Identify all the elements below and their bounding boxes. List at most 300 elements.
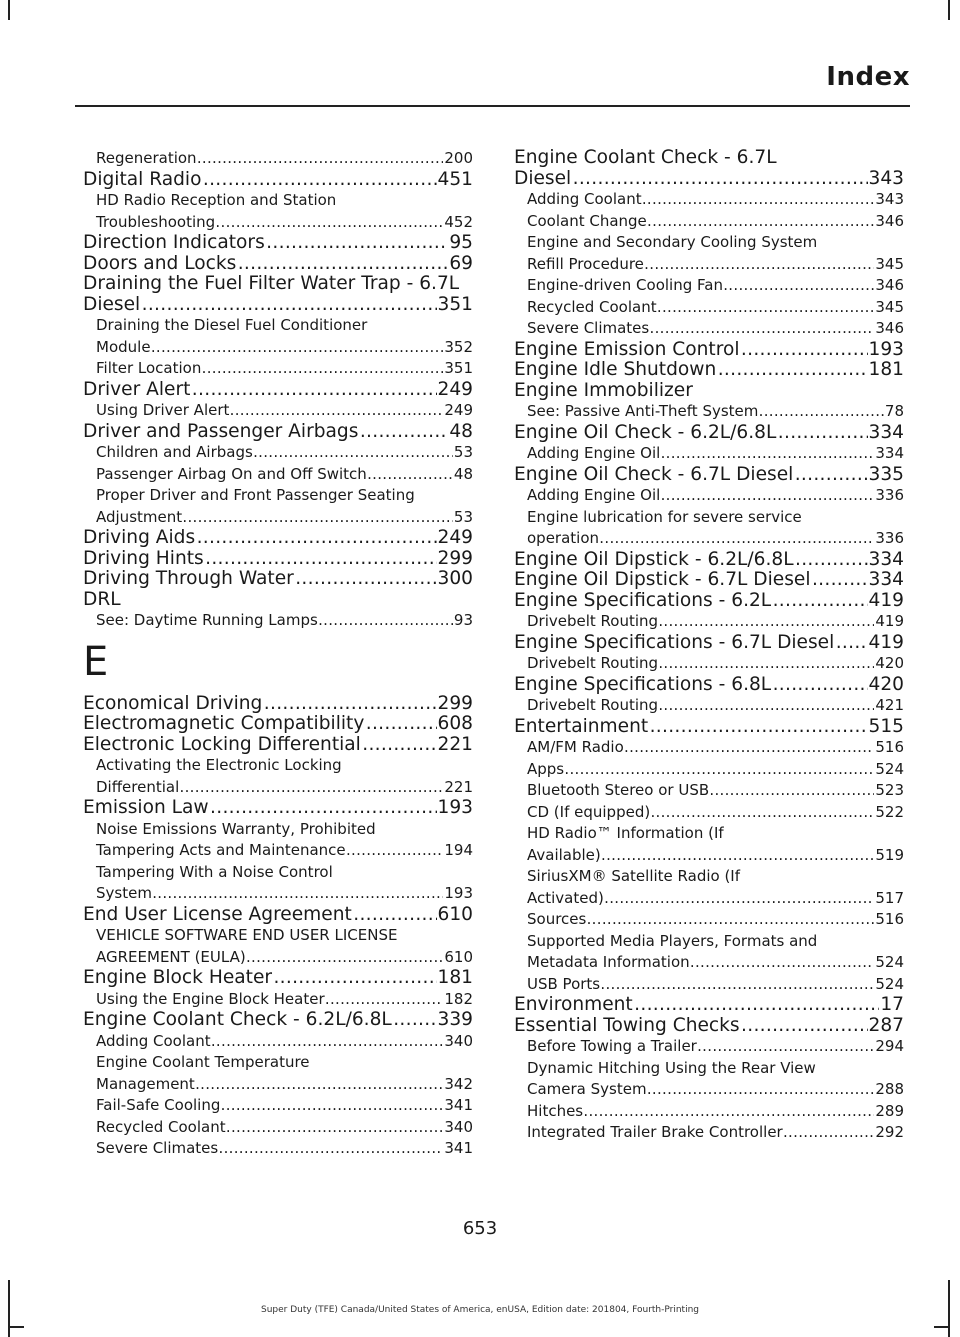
entry-page-number: 194 [444,841,473,859]
index-subentry [514,275,904,297]
index-entry [83,274,473,315]
entry-label: Electromagnetic Compatibility [83,713,365,734]
entry-label: Entertainment [514,715,649,737]
entry-page-number: 249 [437,378,473,400]
entry-label-first-line: Engine Coolant Temperature [96,1053,310,1071]
entry-page-number: 334 [868,548,904,570]
entry-label: Engine Specifications - 6.2L [514,589,772,611]
leader-dots [587,909,874,931]
leader-dots [202,358,443,380]
entry-continuation-row [96,947,473,969]
entry-label: Direction Indicators [83,232,265,253]
entry-page-number: 221 [444,777,473,796]
entry-label: Hitches [527,1101,584,1120]
entry-label: operation [527,529,600,547]
entry-page-number: 420 [868,673,904,695]
entry-label: Adding Coolant [96,1031,211,1050]
entry-label-first-line: Engine and Secondary Cooling System [527,233,818,251]
entry-page-number: 69 [449,252,473,274]
entry-label: Drivebelt Routing [527,612,659,630]
entry-page-number: 419 [868,631,904,653]
leader-dots [741,1016,868,1037]
entry-label: Recycled Coolant [96,1117,226,1136]
entry-page-number: 341 [444,1096,473,1114]
entry-label: Before Towing a Trailer [527,1037,697,1055]
leader-dots [650,318,874,340]
page-title: Index [826,62,910,92]
entry-page-number: 420 [875,654,904,672]
entry-continuation-row [83,293,473,316]
entry-page-number: 182 [444,989,473,1008]
index-subentry [83,442,473,464]
leader-dots [643,189,875,211]
entry-continuation-row [96,883,473,905]
entry-page-number: 345 [875,297,904,316]
entry-page-number: 522 [875,802,904,821]
entry-label: Engine Oil Dipstick - 6.7L Diesel [514,569,811,590]
entry-label: Digital Radio [83,168,202,190]
entry-page-number: 334 [875,444,904,462]
entry-label: Driving Aids [83,527,196,548]
leader-dots [237,254,448,275]
entry-page-number: 334 [868,569,904,590]
entry-label-first-line: Activating the Electronic Locking [96,756,342,774]
leader-dots [393,1010,437,1031]
entry-label: See: Passive Anti-Theft System [527,402,759,420]
entry-page-number: 53 [453,443,473,461]
entry-continuation-row [96,1074,473,1096]
leader-dots [273,968,436,989]
leader-dots [759,401,884,423]
leader-dots [717,360,867,381]
index-entry [514,148,904,189]
index-entry [514,717,904,738]
leader-dots [362,735,437,756]
entry-label: Fail-Safe Cooling [96,1096,221,1114]
entry-label: Drivebelt Routing [527,654,659,672]
index-entry [514,360,904,381]
section-letter: E [83,638,109,685]
entry-page-number: 288 [875,1080,904,1098]
index-subentry [514,780,904,802]
entry-label: Regeneration [96,149,197,167]
entry-label: Engine-driven Cooling Fan [527,276,723,294]
index-subentry [83,1095,473,1117]
index-entry [83,905,473,926]
entry-label: Electronic Locking Differential [83,733,361,755]
entry-page-number: 181 [437,967,473,988]
leader-dots [263,694,436,715]
entry-page-number: 608 [437,713,473,734]
entry-page-number: 48 [449,420,473,442]
leader-dots [359,422,448,443]
entry-continuation-row [527,952,904,974]
leader-dots [153,883,443,905]
entry-label: Apps [527,759,565,778]
index-subentry [514,297,904,319]
index-entry [514,570,904,591]
entry-page-number: 351 [437,293,473,315]
entry-page-number: 343 [875,190,904,208]
entry-page-number: 48 [453,464,473,483]
index-column-right [514,148,904,1144]
entry-page-number: 516 [875,738,904,756]
entry-page-number: 300 [437,568,473,589]
leader-dots [326,989,444,1011]
entry-label: Sources [527,910,587,928]
entry-label: Adding Coolant [527,190,642,208]
entry-page-number: 292 [875,1123,904,1141]
index-entry [514,1016,904,1037]
entry-page-number: 181 [868,359,904,380]
leader-dots [183,507,453,529]
index-subentry [514,866,904,909]
entry-label: Severe Climates [527,319,650,337]
entry-continuation-row [527,845,904,867]
entry-label: Doors and Locks [83,252,237,274]
leader-dots [772,675,867,696]
entry-page-number: 419 [868,589,904,611]
entry-page-number: 346 [875,319,904,337]
leader-dots [205,549,437,570]
leader-dots [625,737,875,759]
entry-page-number: 78 [884,402,904,420]
index-subentry [83,464,473,486]
index-subentry [514,823,904,866]
entry-page-number: 343 [868,167,904,189]
leader-dots [295,569,437,590]
entry-label-first-line: Proper Driver and Front Passenger Seating [96,486,415,504]
entry-page-number: 221 [437,733,473,755]
index-subentry [83,819,473,862]
entry-label: Driver and Passenger Airbags [83,420,359,442]
index-subentry [514,232,904,275]
index-subentry [514,1058,904,1101]
index-entry [83,569,473,590]
entry-page-number: 339 [437,1009,473,1030]
leader-dots [221,1095,443,1117]
index-entry [83,590,473,611]
entry-label: Passenger Airbag On and Off Switch [96,464,367,483]
leader-dots [601,974,874,996]
entry-label: Engine Oil Check - 6.2L/6.8L [514,421,777,443]
leader-dots [254,442,453,464]
entry-page-number: 419 [875,612,904,630]
index-subentry [83,755,473,798]
crop-mark-top-right-v [948,0,950,20]
index-subentry [514,611,904,633]
leader-dots [724,275,874,297]
leader-dots [227,1117,444,1139]
entry-label: AGREEMENT (EULA) [96,947,246,966]
index-subentry [83,1138,473,1160]
entry-page-number: 524 [875,953,904,971]
crop-mark-bottom-right-h [934,1326,950,1328]
entry-page-number: 334 [868,421,904,443]
entry-continuation-row [527,254,904,276]
index-entry [83,1010,473,1031]
entry-label: End User License Agreement [83,903,352,925]
leader-dots [565,759,874,781]
leader-dots [210,798,437,819]
entry-page-number: 610 [444,947,473,966]
entry-page-number: 193 [437,797,473,818]
index-entry [83,735,473,756]
entry-label: Camera System [527,1080,647,1098]
entry-label: Emission Law [83,797,209,818]
entry-label: AM/FM Radio [527,738,624,756]
entry-page-number: 516 [875,910,904,928]
index-subentry [514,211,904,233]
leader-dots [216,212,443,234]
index-entry [83,549,473,570]
index-subentry [83,862,473,905]
entry-label: Tampering Acts and Maintenance [96,841,346,859]
entry-label: Driving Hints [83,547,204,569]
index-subentry [514,695,904,717]
index-entry [83,380,473,401]
leader-dots [247,947,444,969]
entry-page-number: 17 [880,994,904,1015]
entry-label: Recycled Coolant [527,297,657,316]
leader-dots [191,380,436,401]
entry-label: Drivebelt Routing [527,696,659,714]
entry-continuation-row [96,212,473,234]
index-subentry [514,909,904,931]
leader-dots [180,777,443,799]
entry-page-number: 524 [875,974,904,993]
entry-page-number: 519 [875,845,904,864]
entry-page-number: 335 [868,463,904,485]
entry-page-number: 299 [437,547,473,569]
leader-dots [648,1079,875,1101]
index-subentry [83,925,473,968]
leader-dots [691,952,875,974]
entry-label: Adjustment [96,507,183,526]
entry-label: Economical Driving [83,692,263,714]
entry-page-number: 421 [875,696,904,714]
entry-continuation-row [96,337,473,359]
leader-dots [152,337,444,359]
entry-label-first-line: Engine Coolant Check - 6.7L [514,147,777,168]
entry-label-first-line: Draining the Fuel Filter Water Trap - 6.7L [83,273,460,294]
entry-page-number: 351 [444,359,473,377]
leader-dots [196,528,436,549]
index-subentry [514,653,904,675]
entry-continuation-row [514,167,904,190]
entry-label: Engine Specifications - 6.7L Diesel [514,631,835,653]
entry-label: Coolant Change [527,211,647,230]
entry-page-number: 346 [875,276,904,294]
entry-page-number: 299 [437,692,473,714]
entry-label: Engine Oil Dipstick - 6.2L/6.8L [514,548,794,570]
entry-label-first-line: Tampering With a Noise Control [96,862,333,881]
leader-dots [365,714,436,735]
index-column-left [83,148,473,1160]
entry-label: Adding Engine Oil [527,444,661,462]
index-subentry [514,737,904,759]
leader-dots [659,653,874,675]
leader-dots [812,570,868,591]
entry-label: Essential Towing Checks [514,1014,740,1036]
leader-dots [648,211,875,233]
index-entry [83,714,473,735]
entry-page-number: 193 [868,338,904,360]
leader-dots [794,465,867,486]
index-entry [514,550,904,571]
entry-label: Bluetooth Stereo or USB [527,781,710,799]
entry-label-first-line: Engine lubrication for severe service [527,507,802,526]
leader-dots [572,169,867,190]
entry-page-number: 345 [875,254,904,273]
index-subentry [514,485,904,507]
leader-dots [212,1031,444,1053]
entry-label-first-line: Dynamic Hitching Using the Rear View [527,1058,816,1077]
index-entry [514,381,904,402]
leader-dots [645,254,874,276]
entry-page-number: 451 [437,168,473,190]
leader-dots [353,905,437,926]
entry-label: Activated) [527,888,604,907]
index-subentry [83,358,473,380]
entry-label: Engine Specifications - 6.8L [514,673,772,695]
index-subentry [514,401,904,423]
crop-mark-bottom-left-h [8,1326,24,1328]
leader-dots [649,717,867,738]
index-subentry [514,189,904,211]
index-subentry [83,315,473,358]
index-subentry [83,1117,473,1139]
leader-dots [600,528,874,550]
entry-label: Engine Idle Shutdown [514,359,717,380]
leader-dots [710,780,874,802]
index-subentry [514,974,904,996]
leader-dots [795,550,868,571]
leader-dots [219,1138,443,1160]
entry-page-number: 515 [868,715,904,737]
leader-dots [659,695,874,717]
entry-label: Engine Coolant Check - 6.2L/6.8L [83,1009,392,1030]
entry-page-number: 294 [875,1037,904,1055]
index-subentry [514,802,904,824]
entry-label: DRL [83,588,121,610]
entry-label-first-line: VEHICLE SOFTWARE END USER LICENSE [96,926,398,944]
index-subentry [83,400,473,422]
leader-dots [661,485,874,507]
leader-dots [651,802,874,824]
entry-label: Engine Immobilizer [514,379,693,401]
entry-page-number: 336 [875,529,904,547]
entry-label: Differential [96,777,180,796]
index-entry [83,233,473,254]
entry-page-number: 287 [868,1014,904,1036]
leader-dots [659,611,874,633]
entry-label: Adding Engine Oil [527,486,661,504]
index-subentry [83,148,473,170]
index-entry [514,591,904,612]
entry-label: Filter Location [96,359,202,377]
entry-page-number: 340 [444,1117,473,1136]
leader-dots [202,170,436,191]
index-entry [83,422,473,443]
entry-label: Management [96,1074,195,1093]
entry-page-number: 341 [444,1139,473,1157]
leader-dots [605,888,875,910]
leader-dots [198,148,444,170]
entry-label-first-line: Noise Emissions Warranty, Prohibited [96,819,376,838]
entry-label: Driver Alert [83,378,191,400]
edition-footer: Super Duty (TFE) Canada/United States of America, enUSA, Edition date: 201804, Fourth-Printing [260,1305,699,1315]
entry-continuation-row [527,1079,904,1101]
entry-page-number: 523 [875,781,904,799]
index-subentry [83,485,473,528]
entry-continuation-row [527,528,904,550]
leader-dots [835,633,867,654]
entry-page-number: 452 [444,212,473,231]
index-subentry [514,1036,904,1058]
leader-dots [368,464,453,486]
entry-label: Available) [527,845,601,864]
entry-label: Using the Engine Block Heater [96,989,325,1008]
entry-page-number: 517 [875,888,904,907]
index-subentry [83,989,473,1011]
entry-label: Engine Block Heater [83,967,273,988]
index-subentry [514,318,904,340]
index-entry [514,340,904,361]
entry-page-number: 53 [453,507,473,526]
leader-dots [784,1122,875,1144]
entry-label-first-line: HD Radio™ Information (If [527,824,724,842]
index-entry [83,968,473,989]
index-entry [514,423,904,444]
entry-label-first-line: Supported Media Players, Formats and [527,931,818,950]
entry-label: Engine Emission Control [514,338,740,360]
entry-label: System [96,884,152,902]
entry-label: Diesel [83,293,141,315]
header-divider [75,105,910,107]
leader-dots [602,845,875,867]
index-entry [514,675,904,696]
index-subentry [83,190,473,233]
index-entry [83,798,473,819]
entry-continuation-row [527,888,904,910]
entry-label: CD (If equipped) [527,802,651,821]
leader-dots [772,591,867,612]
entry-label: Severe Climates [96,1139,219,1157]
entry-page-number: 193 [444,884,473,902]
entry-label: Environment [514,994,633,1015]
index-subentry [514,507,904,550]
index-entry [514,633,904,654]
entry-page-number: 93 [453,611,473,629]
page-number: 653 [462,1218,498,1239]
index-entry [514,465,904,486]
entry-page-number: 346 [875,211,904,230]
index-subentry [83,1031,473,1053]
entry-label: Engine Oil Check - 6.7L Diesel [514,463,794,485]
entry-label-first-line: SiriusXM® Satellite Radio (If [527,867,741,885]
entry-label-first-line: HD Radio Reception and Station [96,191,337,209]
leader-dots [347,840,444,862]
index-subentry [514,759,904,781]
entry-page-number: 336 [875,486,904,504]
leader-dots [661,443,874,465]
entry-label: See: Daytime Running Lamps [96,611,318,629]
index-entry [83,694,473,715]
index-entry [83,528,473,549]
entry-continuation-row [96,777,473,799]
index-subentry [83,1052,473,1095]
